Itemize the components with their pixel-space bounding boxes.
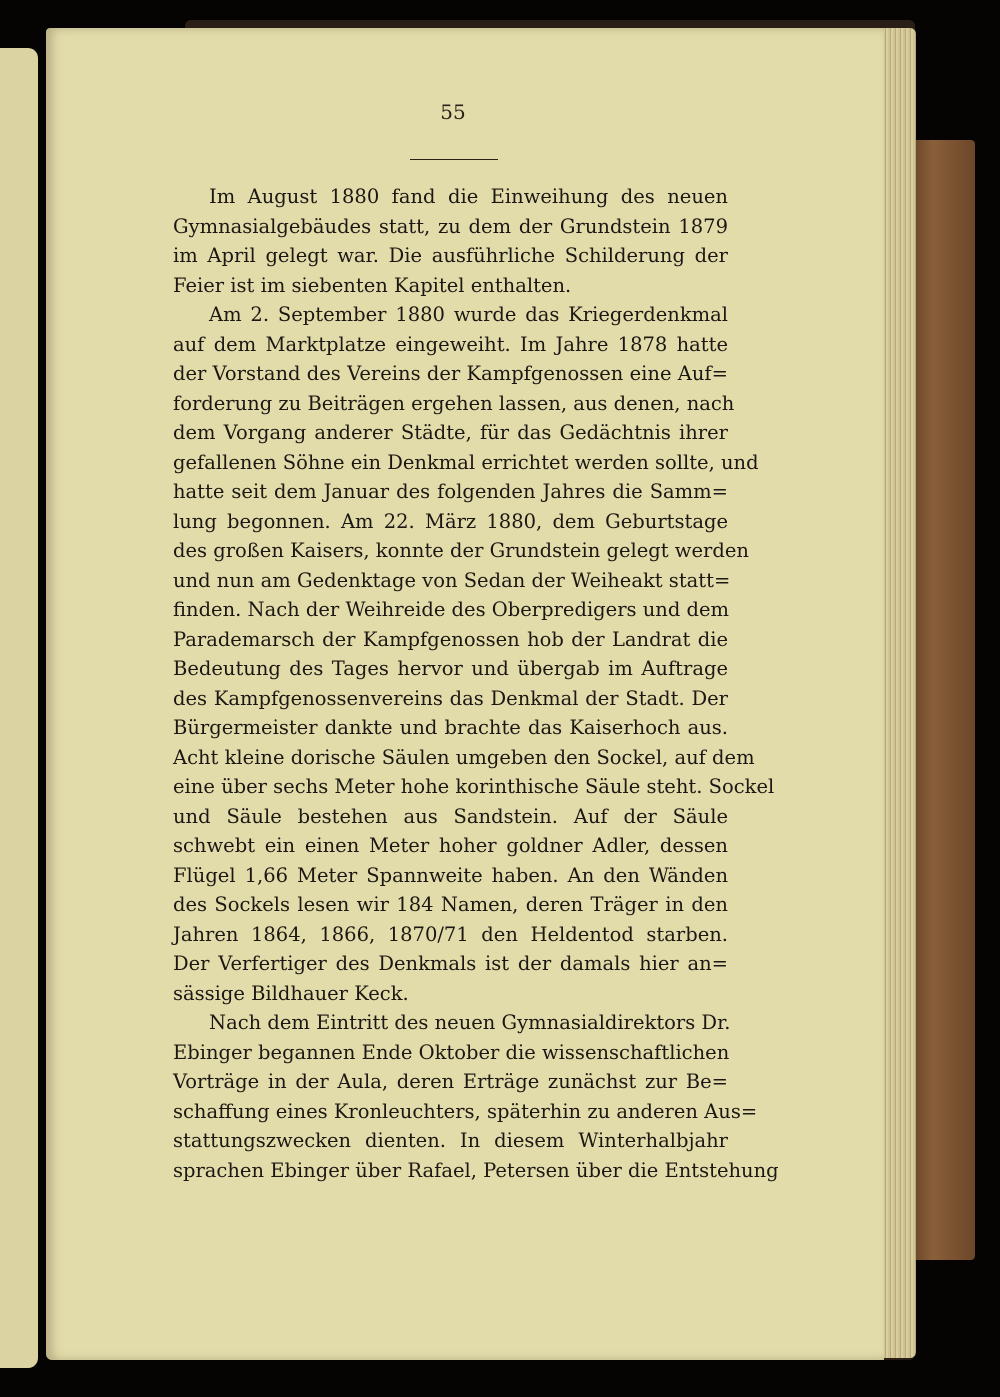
text-line: Bedeutung des Tages hervor und übergab im Auftrage bbox=[173, 657, 728, 680]
text-line: und Säule bestehen aus Sandstein. Auf der Säule bbox=[173, 804, 728, 828]
text-line: Der Verfertiger des Denkmals ist der damals hier an= bbox=[173, 952, 728, 975]
text-line: des Sockels lesen wir 184 Namen, deren Träger in den bbox=[173, 893, 728, 916]
text-line: lung begonnen. Am 22. März 1880, dem Geburtstage bbox=[173, 509, 728, 533]
text-line: finden. Nach der Weihreide des Oberpredigers und dem bbox=[173, 598, 730, 621]
text-line: hatte seit dem Januar des folgenden Jahres die Samm= bbox=[173, 480, 728, 503]
text-line: schwebt ein einen Meter hoher goldner Adler, dessen bbox=[173, 834, 728, 857]
text-line: im April gelegt war. Die ausführliche Schilderung der bbox=[173, 244, 728, 267]
header-rule bbox=[410, 159, 498, 160]
text-line: Im August 1880 fand die Einweihung des neuen bbox=[209, 185, 728, 208]
left-page-edge bbox=[0, 48, 38, 1368]
text-line: des Kampfgenossenvereins das Denkmal der Stadt. Der bbox=[173, 686, 728, 710]
text-line: des großen Kaisers, konnte der Grundstein gelegt werden bbox=[173, 539, 749, 562]
text-line: forderung zu Beiträgen ergehen lassen, aus denen, nach bbox=[173, 391, 735, 415]
text-line: sprachen Ebinger über Rafael, Petersen über die Entstehung bbox=[173, 1158, 779, 1182]
text-line: gefallenen Söhne ein Denkmal errichtet werden sollte, und bbox=[173, 450, 759, 474]
text-line: Flügel 1,66 Meter Spannweite haben. An den Wänden bbox=[173, 863, 728, 887]
body-text bbox=[173, 182, 779, 1185]
text-line: schaffung eines Kronleuchters, späterhin zu anderen Aus= bbox=[173, 1099, 758, 1123]
text-line: Acht kleine dorische Säulen umgeben den Sockel, auf dem bbox=[173, 745, 755, 769]
text-line: Parademarsch der Kampfgenossen hob der Landrat die bbox=[173, 627, 728, 651]
text-line: der Vorstand des Vereins der Kampfgenossen eine Auf= bbox=[173, 362, 728, 385]
text-line: stattungszwecken dienten. In diesem Winterhalbjahr bbox=[173, 1129, 728, 1152]
text-line: eine über sechs Meter hohe korinthische Säule steht. Sockel bbox=[173, 775, 775, 798]
text-line: Jahren 1864, 1866, 1870/71 den Heldentod starben. bbox=[173, 922, 728, 946]
text-line: Vorträge in der Aula, deren Erträge zunächst zur Be= bbox=[173, 1070, 728, 1093]
text-line: Ebinger begannen Ende Oktober die wissenschaftlichen bbox=[173, 1040, 730, 1064]
text-line: Nach dem Eintritt des neuen Gymnasialdirektors Dr. bbox=[209, 1011, 731, 1034]
text-line: Feier ist im siebenten Kapitel enthalten. bbox=[173, 273, 572, 297]
text-line: auf dem Marktplatze eingeweiht. Im Jahre 1878 hatte bbox=[173, 332, 728, 356]
text-line: Am 2. September 1880 wurde das Kriegerdenkmal bbox=[209, 303, 728, 326]
text-line: Gymnasialgebäudes statt, zu dem der Grundstein 1879 bbox=[173, 214, 728, 238]
text-line: Bürgermeister dankte und brachte das Kaiserhoch aus. bbox=[173, 716, 728, 739]
page-number: 55 bbox=[440, 100, 466, 124]
text-line: und nun am Gedenktage von Sedan der Weiheakt statt= bbox=[173, 568, 731, 592]
text-line: sässige Bildhauer Keck. bbox=[173, 981, 409, 1005]
text-line: dem Vorgang anderer Städte, für das Gedächtnis ihrer bbox=[173, 421, 728, 444]
